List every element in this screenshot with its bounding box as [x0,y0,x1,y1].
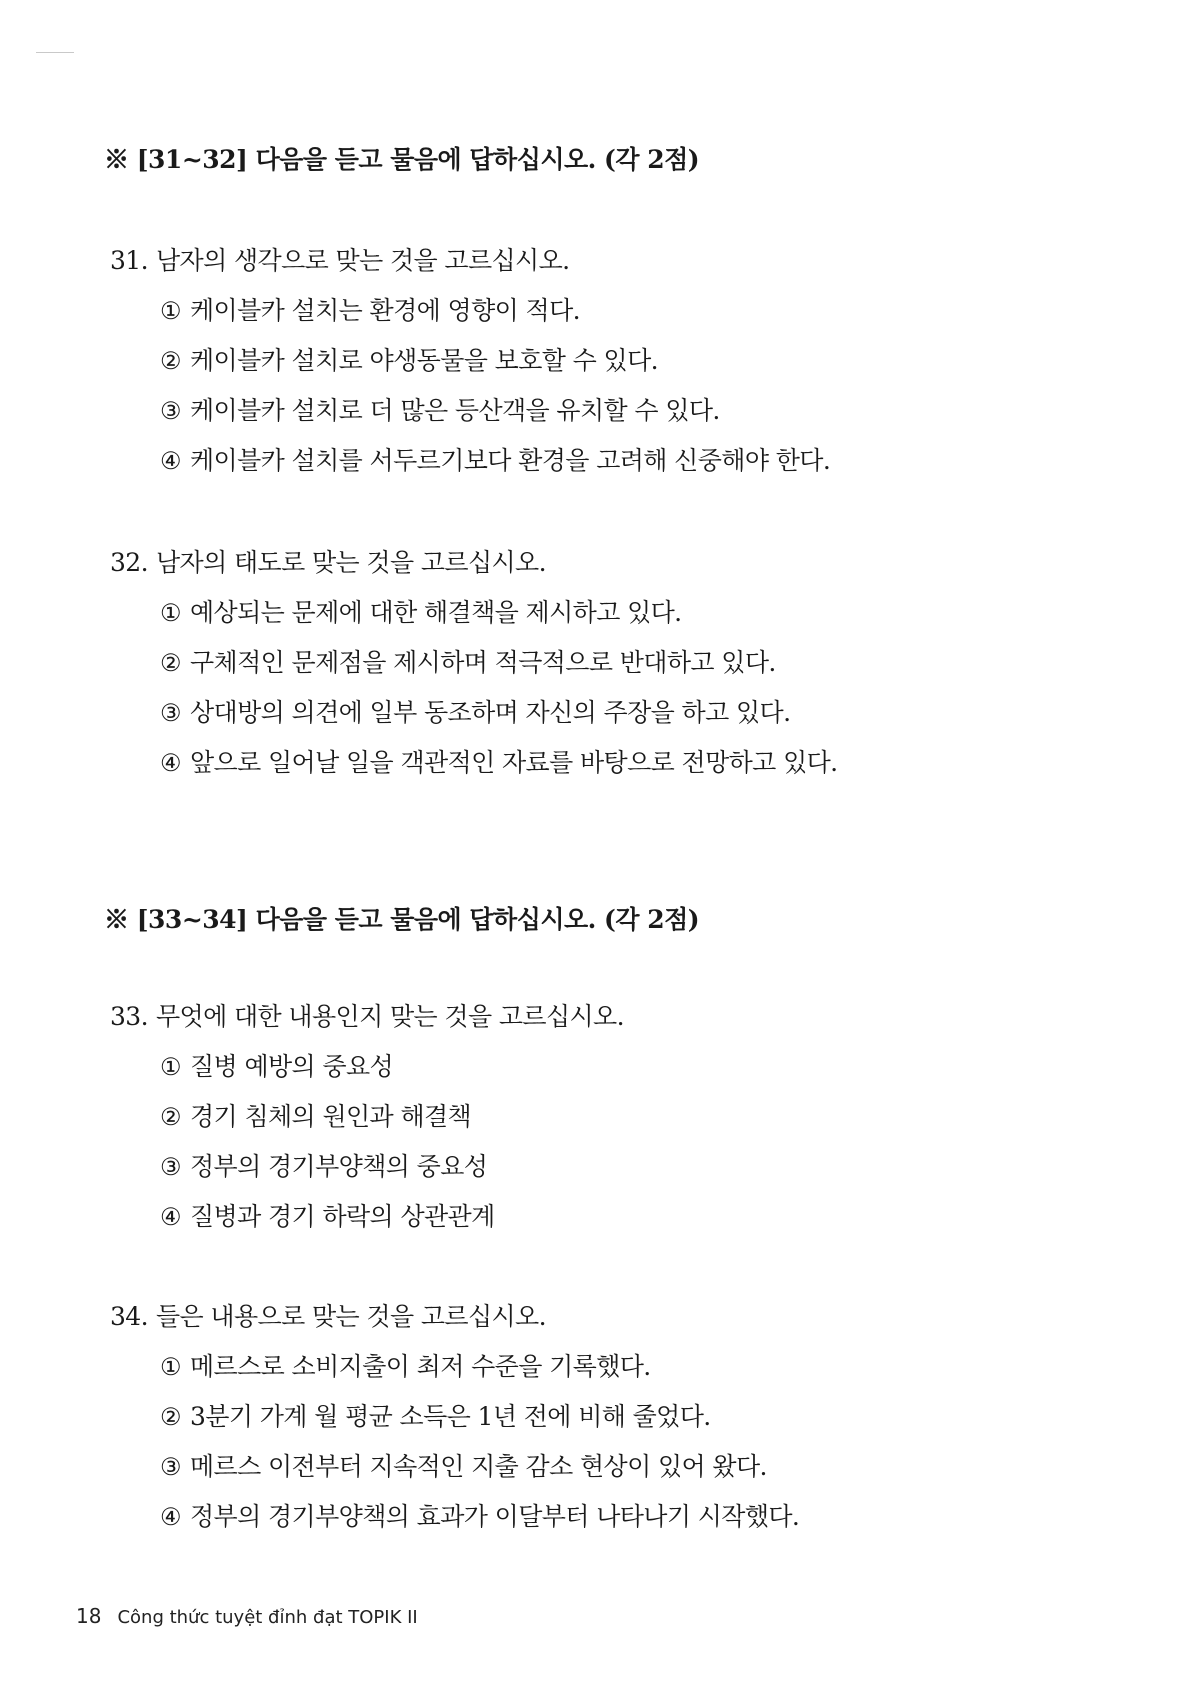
option-marker: ② [160,649,181,677]
question-stem [110,244,1110,294]
option-text: 메르스로 소비지출이 최저 수준을 기록했다. [190,1352,651,1381]
question-stem [110,1300,1110,1350]
question-text: 들은 내용으로 맞는 것을 고르십시오. [155,1302,546,1331]
option-text: 케이블카 설치로 야생동물을 보호할 수 있다. [190,346,658,375]
option-marker: ④ [160,749,181,777]
option-2[interactable] [160,344,1110,394]
option-text: 예상되는 문제에 대한 해결책을 제시하고 있다. [190,598,682,627]
option-text: 구체적인 문제점을 제시하며 적극적으로 반대하고 있다. [190,648,776,677]
option-3[interactable] [160,1150,1110,1200]
question-number: 34. [110,1302,148,1331]
option-marker: ② [160,347,181,375]
question-33 [110,1000,1110,1250]
option-text: 상대방의 의견에 일부 동조하며 자신의 주장을 하고 있다. [190,698,791,727]
option-marker: ① [160,297,181,325]
option-2[interactable] [160,1100,1110,1150]
option-marker: ① [160,1353,181,1381]
option-1[interactable] [160,294,1110,344]
option-list [110,294,1110,494]
question-number: 31. [110,246,148,275]
option-text: 질병과 경기 하락의 상관관계 [190,1202,495,1231]
option-3[interactable] [160,696,1110,746]
option-3[interactable] [160,394,1110,444]
section-header-33-34: ※ [33~34] 다음을 듣고 물음에 답하십시오. (각 2점) [104,905,700,934]
option-marker: ③ [160,397,181,425]
option-4[interactable] [160,1200,1110,1250]
option-marker: ① [160,1053,181,1081]
option-text: 케이블카 설치는 환경에 영향이 적다. [190,296,580,325]
option-marker: ③ [160,699,181,727]
option-text: 앞으로 일어날 일을 객관적인 자료를 바탕으로 전망하고 있다. [190,748,838,777]
option-4[interactable] [160,1500,1110,1550]
option-text: 경기 침체의 원인과 해결책 [190,1102,472,1131]
option-1[interactable] [160,1350,1110,1400]
option-marker: ④ [160,1503,181,1531]
option-text: 메르스 이전부터 지속적인 지출 감소 현상이 있어 왔다. [190,1452,767,1481]
option-4[interactable] [160,444,1110,494]
question-number: 33. [110,1002,148,1031]
option-marker: ③ [160,1453,181,1481]
option-1[interactable] [160,596,1110,646]
option-list [110,1350,1110,1550]
option-list [110,1050,1110,1250]
question-text: 남자의 생각으로 맞는 것을 고르십시오. [155,246,570,275]
option-text: 정부의 경기부양책의 효과가 이달부터 나타나기 시작했다. [190,1502,800,1531]
option-text: 질병 예방의 중요성 [190,1052,394,1081]
option-text: 케이블카 설치로 더 많은 등산객을 유치할 수 있다. [190,396,720,425]
question-number: 32. [110,548,148,577]
option-marker: ④ [160,1203,181,1231]
section-header-31-32: ※ [31~32] 다음을 듣고 물음에 답하십시오. (각 2점) [104,145,700,174]
option-marker: ② [160,1103,181,1131]
question-32 [110,546,1110,796]
question-text: 남자의 태도로 맞는 것을 고르십시오. [155,548,546,577]
page-number: 18 [76,1604,102,1628]
question-text: 무엇에 대한 내용인지 맞는 것을 고르십시오. [155,1002,624,1031]
option-3[interactable] [160,1450,1110,1500]
page-footer [76,1604,418,1628]
option-4[interactable] [160,746,1110,796]
option-2[interactable] [160,646,1110,696]
book-title: Công thức tuyệt đỉnh đạt TOPIK II [117,1607,418,1628]
option-marker: ② [160,1403,181,1431]
corner-mark [36,52,74,53]
option-text: 케이블카 설치를 서두르기보다 환경을 고려해 신중해야 한다. [190,446,831,475]
option-marker: ④ [160,447,181,475]
option-text: 정부의 경기부양책의 중요성 [190,1152,488,1181]
option-1[interactable] [160,1050,1110,1100]
option-text: 3분기 가계 월 평균 소득은 1년 전에 비해 줄었다. [190,1402,711,1431]
option-2[interactable] [160,1400,1110,1450]
question-31 [110,244,1110,494]
option-list [110,596,1110,796]
option-marker: ① [160,599,181,627]
option-marker: ③ [160,1153,181,1181]
question-stem [110,1000,1110,1050]
question-34 [110,1300,1110,1550]
question-stem [110,546,1110,596]
